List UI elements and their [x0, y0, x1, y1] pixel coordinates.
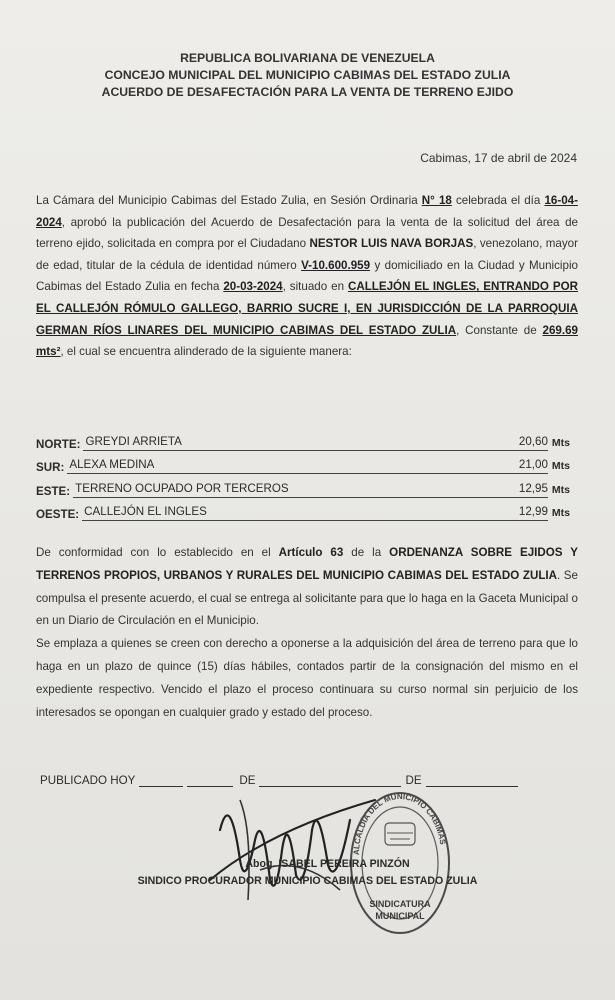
session-date: 16-04-2024: [36, 194, 578, 229]
text: y domiciliado en la Ciudad y Municipio Cabimas del Estado Zulia en fecha: [36, 258, 578, 294]
text: celebrada el día: [451, 194, 545, 207]
text: La Cámara del Municipio Cabimas del Estado Zulia, en Sesión Ordinaria: [36, 194, 422, 207]
seal-emblem-detail: [387, 833, 413, 839]
session-number: N° 18: [421, 194, 452, 207]
blank-day: [139, 774, 183, 787]
boundary-unit: Mts: [551, 436, 570, 449]
published-label: PUBLICADO HOY: [40, 774, 136, 787]
de-label: DE: [239, 774, 256, 787]
boundary-name: ALEXA MEDINA: [67, 458, 500, 474]
boundary-label: SUR:: [36, 461, 65, 474]
header-line-2: CONCEJO MUNICIPAL DEL MUNICIPIO CABIMAS DEL ESTADO ZULIA: [104, 68, 511, 82]
property-location: CALLEJÓN EL INGLES, ENTRANDO POR EL CALLEJÓN RÓMULO GALLEGO, BARRIO SUCRE I, EN JURISDICCIÓN DE LA PARROQUIA GERMAN RÍOS LINARES DEL MUNICIPIO CABIMAS DEL ESTADO ZULIA: [36, 280, 579, 337]
boundary-name: TERRENO OCUPADO POR TERCEROS: [73, 482, 500, 498]
text: , situado en: [282, 280, 348, 294]
boundary-measure: 12,95: [500, 482, 548, 498]
text: Se emplaza a quienes se creen con derecho a oponerse a la adquisición del área de terreno para que lo haga en un plazo de quince (15) días hábiles, contados partir de la consignación del mismo en el expediente respectivo. Vencido el plazo el proceso continuara su curso normal sin perjuicio de los interesados se opongan en cualquier grado y estado del proceso.: [36, 637, 578, 719]
boundary-unit: Mts: [551, 507, 570, 519]
request-date: 20-03-2024: [223, 280, 283, 294]
boundary-measure: 20,60: [500, 435, 548, 451]
boundaries-list: [36, 427, 570, 521]
header-line-1: REPUBLICA BOLIVARIANA DE VENEZUELA: [180, 51, 435, 65]
boundary-west: [36, 498, 570, 522]
property-area: 269.69 mts²: [36, 323, 578, 359]
signer-name: Abog. ISABEL PEREIRA PINZÓN: [245, 858, 410, 870]
signer-title: SINDICO PROCURADOR MUNICIPIO CABIMAS DEL ESTADO ZULIA: [137, 875, 478, 887]
boundary-label: NORTE:: [36, 437, 81, 451]
boundary-measure: 12,99: [500, 505, 548, 521]
text: de la: [343, 546, 390, 559]
seal-arc-textpath: ALCALDÍA DEL MUNICIPIO CABIMAS: [351, 791, 448, 856]
boundary-label: ESTE:: [36, 484, 71, 498]
boundary-unit: Mts: [551, 460, 570, 472]
boundary-measure: 21,00: [500, 458, 548, 474]
seal-text-line2: MUNICIPAL: [375, 911, 425, 921]
boundary-unit: Mts: [551, 483, 570, 496]
document-date: Cabimas, 17 de abril de 2024: [420, 151, 577, 165]
text: , venezolano, mayor de edad, titular de la cédula de identidad número: [36, 237, 578, 272]
text: De conformidad con lo establecido en el: [36, 546, 279, 559]
paragraph-ordinance: [36, 542, 578, 724]
boundary-label: OESTE:: [36, 508, 80, 521]
seal-text-line1: SINDICATURA: [369, 899, 431, 909]
de-label: DE: [405, 774, 422, 787]
boundary-north: [36, 427, 570, 451]
text: , aprobó la publicación del Acuerdo de Desafectación para la venta de la solicitud del área de terreno ejido, solicitada en compra por el Ciudadano: [36, 215, 578, 251]
text: . Se compulsa el presente acuerdo, el cual se entrega al solicitante para que lo haga en la Gaceta Municipal o en un Diario de Circulación en el Municipio.: [36, 568, 578, 628]
ordinance-name: ORDENANZA SOBRE EJIDOS Y TERRENOS PROPIOS, URBANOS Y RURALES DEL MUNICIPIO CABIMAS DEL ESTADO ZULIA: [36, 546, 578, 582]
text: , Constante de: [456, 323, 543, 337]
header-line-3: ACUERDO DE DESAFECTACIÓN PARA LA VENTA DE TERRENO EJIDO: [101, 85, 514, 99]
article-reference: Artículo 63: [278, 546, 344, 559]
document-header: [0, 50, 615, 101]
boundary-name: GREYDI ARRIETA: [83, 435, 499, 451]
boundary-south: [36, 451, 570, 475]
paragraph-approval: [36, 190, 578, 363]
citizen-name: NESTOR LUIS NAVA BORJAS: [309, 237, 474, 251]
text: , el cual se encuentra alinderado de la siguiente manera:: [60, 345, 352, 359]
id-number: V-10.600.959: [301, 258, 371, 272]
seal-emblem: [385, 823, 415, 845]
boundary-east: [36, 474, 570, 498]
boundary-name: CALLEJÓN EL INGLES: [82, 505, 500, 521]
